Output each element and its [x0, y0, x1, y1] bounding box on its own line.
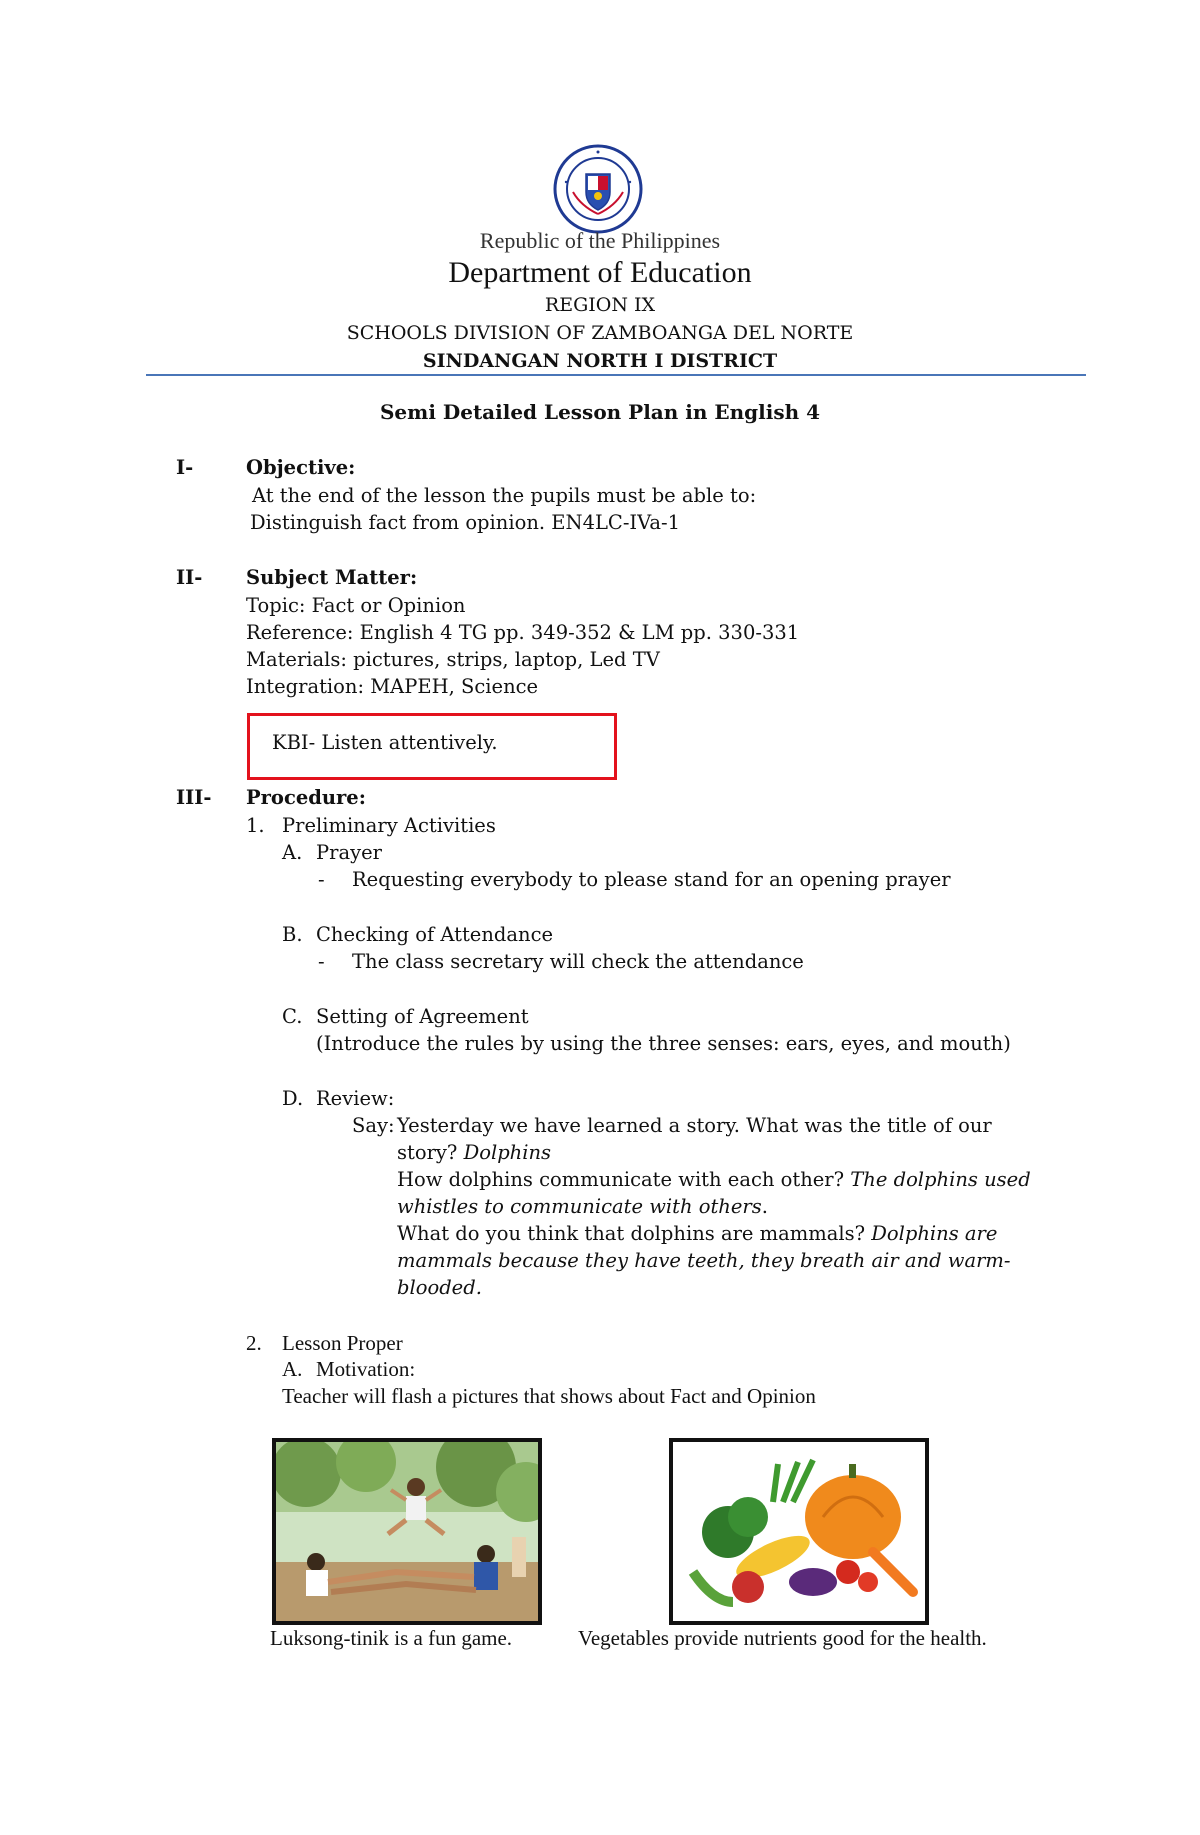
list-letter: A.: [282, 841, 303, 864]
preliminary-title: Preliminary Activities: [282, 814, 496, 837]
section-number: II-: [176, 566, 203, 589]
photo-caption: Luksong-tinik is a fun game.: [270, 1626, 513, 1650]
review-answer: whistles to communicate with others: [397, 1195, 762, 1218]
photo-caption: Vegetables provide nutrients good for the health.: [578, 1626, 987, 1650]
prayer-text: Requesting everybody to please stand for an opening prayer: [352, 868, 951, 891]
header-divider: [146, 374, 1086, 376]
review-answer: mammals because they have teeth, they breath air and warm-: [397, 1249, 1011, 1272]
vegetables-photo: [669, 1438, 929, 1625]
integration-line: Integration: MAPEH, Science: [246, 675, 539, 698]
say-label: Say:: [352, 1114, 395, 1137]
prayer-title: Prayer: [316, 841, 382, 864]
objective-line: Distinguish fact from opinion. EN4LC-IVa-1: [250, 511, 681, 534]
children-playing-photo: [272, 1438, 542, 1625]
review-answer: Dolphins are: [871, 1222, 998, 1245]
section-number: I-: [176, 456, 194, 479]
review-question: story?: [397, 1141, 458, 1164]
motivation-title: Motivation:: [316, 1357, 416, 1381]
lesson-title: Semi Detailed Lesson Plan in English 4: [379, 400, 821, 424]
subject-matter-heading: Subject Matter:: [246, 566, 418, 589]
review-title: Review:: [316, 1087, 395, 1110]
department-title: Department of Education: [448, 256, 752, 289]
list-letter: A.: [282, 1357, 303, 1381]
republic-text: Republic of the Philippines: [479, 228, 721, 253]
list-dash: -: [318, 868, 325, 891]
agreement-text: (Introduce the rules by using the three senses: ears, eyes, and mouth): [316, 1032, 1011, 1055]
review-answer: The dolphins used: [850, 1168, 1031, 1191]
division-text: SCHOOLS DIVISION OF ZAMBOANGA DEL NORTE: [346, 322, 854, 344]
list-letter: C.: [282, 1005, 303, 1028]
attendance-title: Checking of Attendance: [316, 923, 554, 946]
materials-line: Materials: pictures, strips, laptop, Led TV: [246, 648, 660, 671]
motivation-instruction: Teacher will flash a pictures that shows about Fact and Opinion: [282, 1384, 816, 1408]
list-letter: B.: [282, 923, 303, 946]
kbi-text: KBI- Listen attentively.: [272, 731, 498, 754]
agreement-title: Setting of Agreement: [316, 1005, 529, 1028]
list-letter: D.: [282, 1087, 304, 1110]
procedure-heading: Procedure:: [246, 786, 366, 809]
review-answer: Dolphins: [463, 1141, 552, 1164]
review-answer: blooded.: [397, 1276, 482, 1299]
objective-line: At the end of the lesson the pupils must be able to:: [252, 484, 757, 507]
list-number: 1.: [246, 814, 265, 837]
reference-line: Reference: English 4 TG pp. 349-352 & LM pp. 330-331: [246, 621, 800, 644]
deped-seal-icon: [553, 144, 643, 234]
review-question: What do you think that dolphins are mammals?: [397, 1222, 866, 1245]
review-answer-period: .: [761, 1195, 768, 1218]
review-question: How dolphins communicate with each other?: [397, 1168, 845, 1191]
district-text: SINDANGAN NORTH I DISTRICT: [422, 350, 778, 372]
topic-line: Topic: Fact or Opinion: [246, 594, 466, 617]
objective-heading: Objective:: [246, 456, 356, 479]
review-question: Yesterday we have learned a story. What was the title of our: [397, 1114, 992, 1137]
section-number: III-: [176, 786, 212, 809]
lesson-proper-title: Lesson Proper: [282, 1331, 403, 1355]
region-text: REGION IX: [544, 294, 656, 316]
list-number: 2.: [246, 1331, 262, 1355]
list-dash: -: [318, 950, 325, 973]
attendance-text: The class secretary will check the attendance: [352, 950, 804, 973]
